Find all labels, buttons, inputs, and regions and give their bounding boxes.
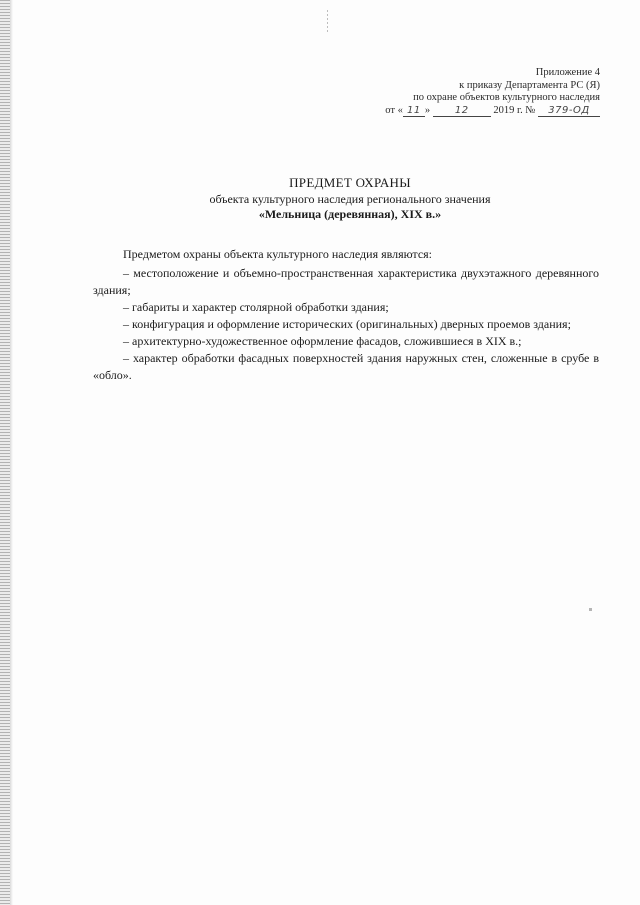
date-month-handwritten: 12 [454, 104, 469, 116]
scan-speck [589, 608, 592, 611]
order-number-field [538, 105, 600, 117]
protection-item: – конфигурация и оформление исторических (оригинальных) дверных проемов здания; [123, 317, 571, 331]
protection-item: – архитектурно-художественное оформление фасадов, сложившиеся в XIX в.; [123, 334, 522, 348]
department-name: по охране объектов культурного наследия [413, 92, 600, 103]
body-intro: Предметом охраны объекта культурного наследия являются: [123, 247, 433, 261]
order-reference: к приказу Департамента РС (Я) [459, 79, 600, 91]
date-day-handwritten: 11 [406, 104, 421, 116]
appendix-header [320, 67, 600, 117]
date-month-field [433, 105, 491, 117]
document-title-block [150, 175, 550, 222]
appendix-label: Приложение 4 [535, 67, 600, 78]
document-body [93, 246, 599, 384]
date-year: 2019 г. № [493, 104, 536, 116]
date-day-field [403, 105, 425, 117]
protection-item: – габариты и характер столярной обработки здания; [123, 300, 389, 314]
order-date-line [320, 105, 600, 118]
protection-item: – местоположение и объемно-пространственная характеристика двухэтажного деревянного здания; [93, 266, 599, 297]
object-name: «Мельница (деревянная), XIX в.» [258, 207, 442, 221]
document-subtitle: объекта культурного наследия регионального значения [209, 192, 491, 206]
scan-binding-edge [0, 0, 10, 905]
date-mid: » [424, 104, 431, 116]
protection-item: – характер обработки фасадных поверхностей здания наружных стен, сложенные в срубе в «обло». [93, 351, 599, 382]
order-number-handwritten: 379-ОД [548, 104, 590, 116]
date-prefix: от « [385, 104, 403, 116]
document-title: ПРЕДМЕТ ОХРАНЫ [289, 175, 411, 190]
scan-artifact [327, 10, 328, 32]
